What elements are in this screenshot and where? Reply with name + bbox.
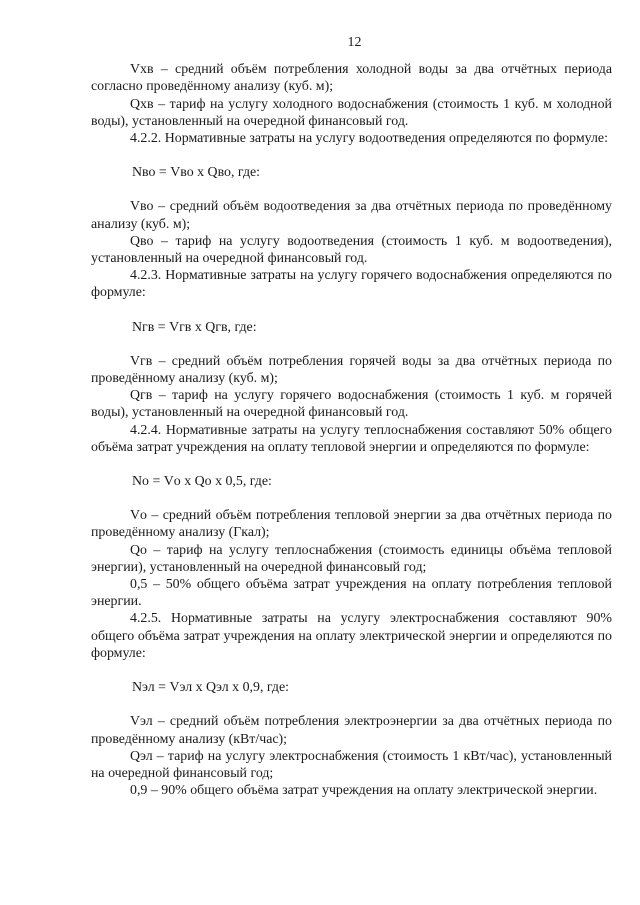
definition-qxv: Qхв – тариф на услугу холодного водоснабжения (стоимость 1 куб. м холодной воды), установленный на очередной финансовый год. — [91, 96, 612, 129]
formula-o: Nо = Vо х Qо х 0,5, где: — [132, 474, 272, 490]
definition-k05: 0,5 – 50% общего объёма затрат учреждения на оплату потребления тепловой энергии. — [91, 577, 612, 610]
definition-vgv: Vгв – средний объём потребления горячей воды за два отчётных периода по проведённому анализу (куб. м); — [91, 353, 612, 387]
section-4-2-5: 4.2.5. Нормативные затраты на услугу электроснабжения составляют 90% общего объёма затрат учреждения на оплату электрической энергии и определяются по формуле: — [91, 611, 612, 661]
section-4-2-4: 4.2.4. Нормативные затраты на услугу теплоснабжения составляют 50% общего объёма затрат учреждения на оплату тепловой энергии и определяются по формуле: — [91, 422, 612, 455]
definition-qel: Qэл – тариф на услугу электроснабжения (стоимость 1 кВт/час), установленный на очередной финансовый год; — [91, 748, 612, 781]
definition-k09: 0,9 – 90% общего объёма затрат учреждения на оплату электрической энергии. — [130, 783, 598, 799]
definition-vvo: Vво – средний объём водоотведения за два отчётных периода по проведённому анализу (куб. м); — [91, 199, 612, 232]
formula-el: Nэл = Vэл х Qэл х 0,9, где: — [132, 680, 289, 696]
definition-qo: Qо – тариф на услугу теплоснабжения (стоимость единицы объёма тепловой энергии), установленный на очередной финансовый год; — [91, 542, 612, 575]
section-4-2-3: 4.2.3. Нормативные затраты на услугу горячего водоснабжения определяются по формуле: — [91, 268, 612, 301]
page-number: 12 — [347, 35, 362, 50]
formula-gv: Nгв = Vгв х Qгв, где: — [132, 319, 257, 335]
definition-qgv: Qгв – тариф на услугу горячего водоснабжения (стоимость 1 куб. м горячей воды), установленный на очередной финансовый год. — [91, 388, 612, 421]
definition-vel: Vэл – средний объём потребления электроэнергии за два отчётных периода по проведённому анализу (кВт/час); — [91, 714, 612, 747]
definition-qvo: Qво – тариф на услугу водоотведения (стоимость 1 куб. м водоотведения), установленный на очередной финансовый год. — [91, 233, 612, 267]
section-4-2-2: 4.2.2. Нормативные затраты на услугу водоотведения определяются по формуле: — [130, 131, 608, 147]
formula-vo: Nво = Vво х Qво, где: — [132, 165, 261, 181]
definition-vxv: Vхв – средний объём потребления холодной воды за два отчётных периода согласно проведённому анализу (куб. м); — [91, 62, 612, 95]
definition-vo: Vо – средний объём потребления тепловой энергии за два отчётных периода по проведённому анализу (Гкал); — [91, 508, 612, 541]
document-page — [91, 34, 612, 799]
